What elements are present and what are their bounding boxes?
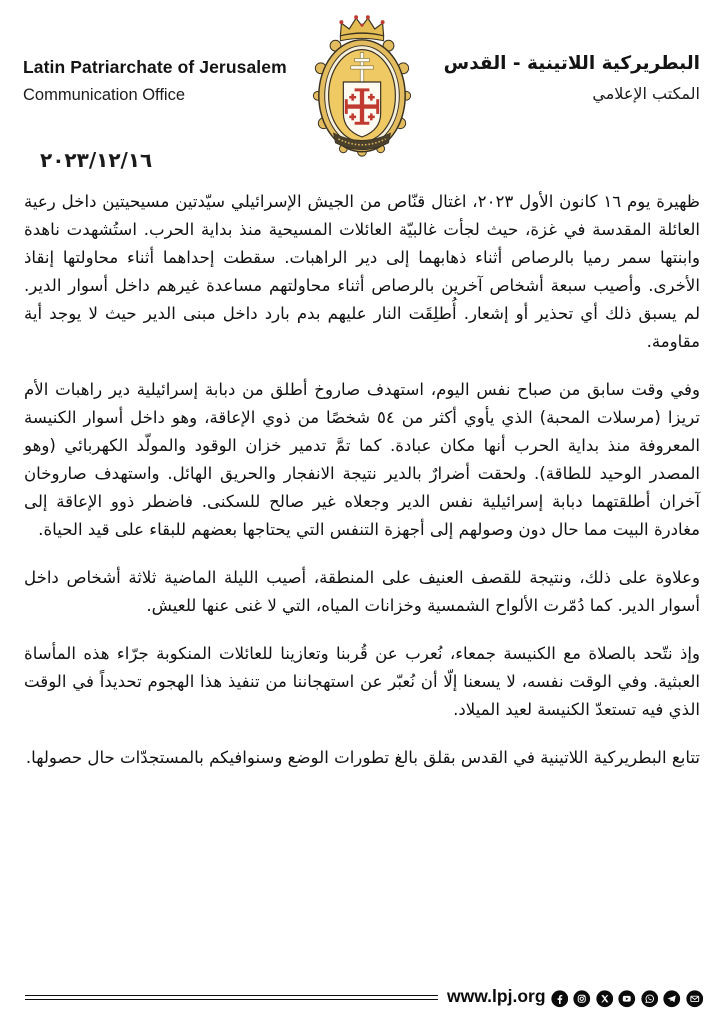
social-icons xyxy=(551,990,704,1008)
press-release-paragraph: تتابع البطريركية اللاتينية في القدس بقلق بالغ تطورات الوضع وسنوافيكم بالمستجدّات حال حصولها. xyxy=(25,748,700,767)
header-english xyxy=(23,57,287,105)
header-arabic xyxy=(444,53,700,103)
instagram-icon[interactable] xyxy=(573,990,591,1008)
email-icon[interactable] xyxy=(686,990,704,1008)
org-name-ar: البطريركية اللاتينية - القدس xyxy=(443,53,700,74)
crest-icon xyxy=(308,9,416,157)
release-date: ٢٠٢٣/١٢/١٦ xyxy=(40,148,153,172)
crown-icon xyxy=(339,15,384,41)
website-link[interactable]: www.lpj.org xyxy=(447,986,546,1006)
press-release-body xyxy=(24,188,700,792)
whatsapp-icon[interactable] xyxy=(641,990,659,1008)
press-release-paragraph: ظهيرة يوم ١٦ كانون الأول ٢٠٢٣، اغتال قنّاص من الجيش الإسرائيلي سيّدتين مسيحيتين داخل رعية العائلة المقدسة في غزة، حيث لجأت غالبيّة العائلات المسيحية منذ بداية الحرب. استُشهدت ناهدة وابنتها سمر رميا بالرصاص أثناء ذهابهما إلى دير الراهبات. سقطت إحداهما أثناء محاولتها إنقاذ الأخرى. وأصيب سبعة أشخاص آخرين بالرصاص أثناء محاولتهم مساعدة غيرهم داخل أسوار الدير. لم يسبق ذلك أي تحذير أو إشعار. أُطلِقَت النار عليهم بدم بارد داخل مبنى الدير حيث لا يوجد أية مقاومة. xyxy=(24,192,700,351)
office-name-en: Communication Office xyxy=(23,86,186,104)
footer-divider xyxy=(25,995,438,1000)
press-release-paragraph: وإذ نتّحد بالصلاة مع الكنيسة جمعاء، نُعرب عن قُربنا وتعازينا للعائلات المنكوبة جرّاء هذه المأساة العبثية. وفي الوقت نفسه، لا يسعنا إلّا أن نُعبّر عن استهجاننا من تنفيذ هذا الهجوم تحديداً في الوقت الذي فيه تستعدّ الكنيسة لعيد الميلاد. xyxy=(24,644,700,719)
facebook-icon[interactable] xyxy=(551,990,569,1008)
youtube-icon[interactable] xyxy=(618,990,636,1008)
x-twitter-icon[interactable] xyxy=(596,990,614,1008)
office-name-ar: المكتب الإعلامي xyxy=(592,84,700,103)
patriarchate-crest-logo xyxy=(308,9,416,157)
press-release-paragraph: وفي وقت سابق من صباح نفس اليوم، استهدف صاروخ أطلق من دبابة إسرائيلية دير راهبات الأم تريزا (مرسلات المحبة) الذي يأوي أكثر من ٥٤ شخصًا من ذوي الإعاقة، وهو داخل أسوار الكنيسة المعروفة منذ بداية الحرب أنها مكان عبادة. كما تمَّ تدمير خزان الوقود والمولّد الكهربائي (وهو المصدر الوحيد للطاقة). ولحقت أضرارٌ بالدير نتيجة الانفجار والحريق الهائل. واستهدف صاروخان آخران أطلقتهما دبابة إسرائيلية نفس الدير وجعلاه غير صالح للسكنى. فاضطر ذوو الإعاقة إلى مغادرة البيت مما حال دون وصولهم إلى أجهزة التنفس التي يحتاجها بعضهم للبقاء على قيد الحياة. xyxy=(24,380,700,539)
org-name-en: Latin Patriarchate of Jerusalem xyxy=(23,57,287,77)
telegram-icon[interactable] xyxy=(663,990,681,1008)
press-release-paragraph: وعلاوة على ذلك، ونتيجة للقصف العنيف على المنطقة، أصيب الليلة الماضية ثلاثة أشخاص داخل أسوار الدير. كما دُمّرت الألواح الشمسية وخزانات المياه، التي لا غنى عنها للعيش. xyxy=(24,568,700,615)
